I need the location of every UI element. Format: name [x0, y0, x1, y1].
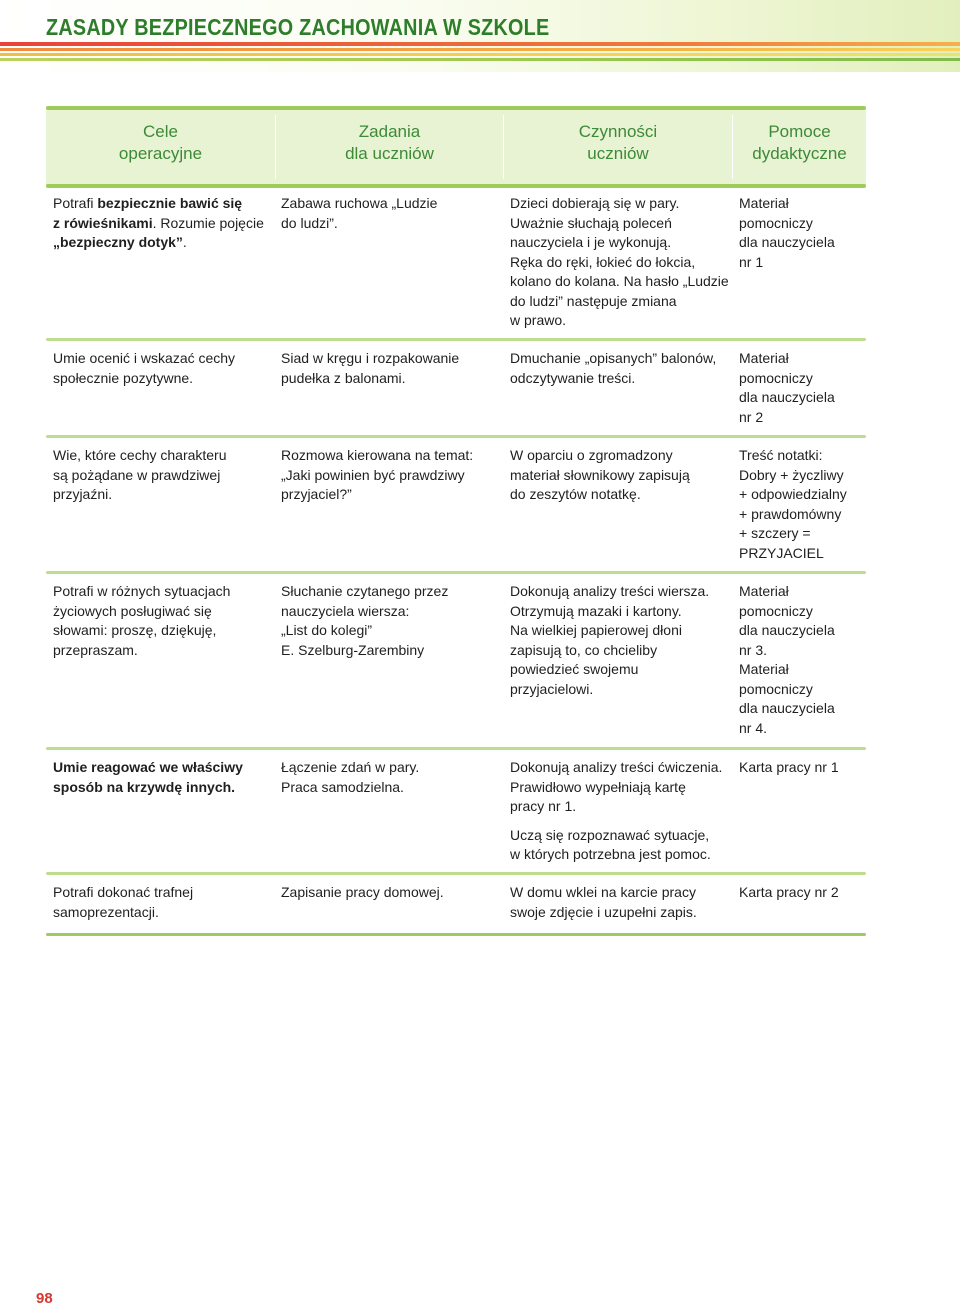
bold-text: z rówieśnikami	[53, 214, 153, 231]
cell-line: + odpowiedzialny	[739, 486, 847, 502]
stripe-orange	[0, 48, 960, 51]
text-segment: społecznie pozytywne.	[53, 369, 194, 386]
cell-line: do ludzi” następuje zmiana	[510, 292, 677, 309]
text-segment: Umie ocenić i wskazać cechy	[53, 350, 236, 366]
cell-line: W domu wklei na karcie pracy	[510, 884, 696, 900]
cell-line: swoje zdjęcie i uzupełni zapis.	[510, 903, 697, 920]
cell-line: nr 4.	[739, 719, 768, 736]
cell-line: w prawo.	[510, 312, 567, 328]
cell-line: Treść notatki:	[739, 447, 823, 463]
cell-line: Uważnie słuchają poleceń	[510, 214, 672, 231]
cell-line	[53, 621, 230, 641]
cell-line: pomocniczy	[739, 680, 813, 697]
cell-line: powiedzieć swojemu	[510, 661, 639, 677]
row-separator	[46, 338, 866, 341]
cell-line: pomocniczy	[739, 602, 813, 619]
cell-line: nauczyciela wiersza:	[281, 602, 410, 619]
row-separator	[46, 571, 866, 574]
text-segment: .	[182, 234, 187, 250]
cell-line: nr 2	[739, 408, 764, 425]
row-separator	[46, 435, 866, 438]
cell-line: Słuchanie czytanego przez	[281, 583, 449, 599]
cell-line: dla nauczyciela	[739, 700, 835, 716]
text-segment: przyjaźni.	[53, 486, 113, 502]
row-separator	[46, 747, 866, 750]
cell-czynnosci	[510, 758, 722, 865]
cell-line: pomocniczy	[739, 214, 813, 231]
cell-czynnosci	[510, 446, 690, 505]
bold-text: Umie reagować we właściwy	[53, 759, 243, 775]
cell-line: E. Szelburg-Zarembiny	[281, 641, 425, 658]
cell-line: dla nauczyciela	[739, 234, 835, 250]
cell-line: Materiał	[739, 350, 789, 366]
cell-line: pomocniczy	[739, 369, 813, 386]
cell-line: Materiał	[739, 195, 789, 211]
cell-line	[53, 214, 264, 234]
cell-pomoce	[739, 582, 835, 738]
cell-line: Uczą się rozpoznawać sytuacje,	[510, 826, 710, 843]
cell-line: Dzieci dobierają się w pary.	[510, 195, 680, 211]
cell-line	[53, 233, 264, 253]
cell-pomoce	[739, 446, 847, 563]
cell-cele	[53, 582, 230, 660]
stripe-yellow	[0, 53, 960, 56]
header-cele-line1: Cele	[143, 122, 178, 141]
cell-line: + prawdomówny	[739, 505, 842, 522]
cell-pomoce	[739, 883, 839, 903]
cell-zadania	[281, 883, 444, 903]
header-pomoce	[733, 121, 866, 165]
cell-line	[53, 758, 243, 778]
cell-line: do ludzi”.	[281, 214, 338, 231]
cell-line: Materiał	[739, 661, 789, 677]
cell-line: pracy nr 1.	[510, 798, 577, 814]
bold-text: sposób na krzywdę innych.	[53, 778, 236, 795]
cell-line: Dokonują analizy treści ćwiczenia.	[510, 759, 723, 775]
text-segment: słowami: proszę, dziękuję,	[53, 622, 217, 638]
cell-czynnosci	[510, 349, 716, 388]
cell-line	[53, 194, 264, 214]
text-segment: Potrafi dokonać trafnej	[53, 884, 194, 900]
cell-cele	[53, 883, 193, 922]
header-zadania-line1: Zadania	[358, 122, 421, 141]
cell-zadania	[281, 194, 437, 233]
cell-line: Dmuchanie „opisanych” balonów,	[510, 350, 717, 366]
cell-line: Karta pracy nr 1	[739, 759, 839, 775]
cell-line: przyjaciel?”	[281, 486, 352, 502]
text-segment: są pożądane w prawdziwej	[53, 466, 221, 483]
cell-line: dla nauczyciela	[739, 622, 835, 638]
text-segment: . Rozumie pojęcie	[152, 214, 264, 231]
cell-zadania	[281, 758, 419, 797]
bold-text: „bezpieczny dotyk”	[53, 234, 183, 250]
cell-line: pudełka z balonami.	[281, 369, 406, 386]
cell-line: Ręka do ręki, łokieć do łokcia,	[510, 253, 696, 270]
header-pomoce-line1: Pomoce	[768, 122, 831, 141]
cell-line: Dobry + życzliwy	[739, 466, 844, 483]
cell-line	[53, 485, 227, 505]
cell-line: „Jaki powinien być prawdziwy	[281, 466, 465, 483]
cell-cele	[53, 349, 235, 388]
cell-line: odczytywanie treści.	[510, 369, 636, 386]
cell-line	[53, 369, 235, 389]
header-zadania-line2: dla uczniów	[345, 144, 434, 163]
cell-line	[53, 582, 230, 602]
text-segment: życiowych posługiwać się	[53, 602, 212, 619]
cell-line: do zeszytów notatkę.	[510, 486, 641, 502]
cell-line	[53, 883, 193, 903]
cell-line: Praca samodzielna.	[281, 778, 404, 795]
header-pomoce-line2: dydaktyczne	[752, 144, 847, 163]
cell-line	[53, 778, 243, 798]
cell-line: + szczery =	[739, 525, 811, 541]
cell-line	[53, 446, 227, 466]
header-czynnosci-line1: Czynności	[578, 122, 658, 141]
cell-line: Zapisanie pracy domowej.	[281, 884, 444, 900]
cell-czynnosci	[510, 194, 729, 331]
page-title: ZASADY BEZPIECZNEGO ZACHOWANIA W SZKOLE	[46, 14, 550, 40]
cell-cele	[53, 446, 227, 505]
cell-pomoce	[739, 758, 839, 778]
cell-line: nr 1	[739, 253, 764, 270]
text-segment: przepraszam.	[53, 641, 138, 658]
cell-line: Rozmowa kierowana na temat:	[281, 447, 474, 463]
cell-line: „List do kolegi”	[281, 622, 373, 638]
cell-line: Zabawa ruchowa „Ludzie	[281, 195, 438, 211]
cell-line: nr 3.	[739, 641, 768, 658]
header-czynnosci	[504, 121, 732, 165]
cell-czynnosci	[510, 582, 709, 699]
cell-line: Na wielkiej papierowej dłoni	[510, 622, 682, 638]
cell-line: PRZYJACIEL	[739, 544, 824, 561]
cell-line	[53, 466, 227, 486]
cell-pomoce	[739, 194, 835, 272]
cell-zadania	[281, 349, 459, 388]
cell-line: w których potrzebna jest pomoc.	[510, 846, 711, 862]
header-zadania	[276, 121, 503, 165]
cell-pomoce	[739, 349, 835, 427]
header-cele	[46, 121, 275, 165]
cell-zadania	[281, 582, 448, 660]
cell-line: dla nauczyciela	[739, 389, 835, 405]
header-czynnosci-line2: uczniów	[587, 144, 649, 163]
cell-line: przyjacielowi.	[510, 680, 594, 697]
header-cele-line2: operacyjne	[118, 144, 203, 163]
cell-line: Dokonują analizy treści wiersza.	[510, 583, 710, 599]
page-number: 98	[36, 1290, 53, 1307]
cell-line: kolano do kolana. Na hasło „Ludzie	[510, 273, 729, 289]
row-separator	[46, 872, 866, 875]
cell-line: Łączenie zdań w pary.	[281, 759, 420, 775]
cell-line: Karta pracy nr 2	[739, 884, 839, 900]
cell-zadania	[281, 446, 473, 505]
table-bottom-rule	[46, 933, 866, 936]
text-segment: Wie, które cechy charakteru	[53, 447, 227, 463]
cell-line: Prawidłowo wypełniają kartę	[510, 778, 686, 795]
cell-line: W oparciu o zgromadzony	[510, 447, 673, 463]
bold-text: bezpiecznie bawić się	[97, 195, 243, 211]
cell-line	[53, 903, 193, 923]
text-segment: Potrafi w różnych sytuacjach	[53, 583, 231, 599]
cell-line: zapisują to, co chcieliby	[510, 641, 658, 658]
header-bottom-rule	[46, 184, 866, 188]
cell-line	[53, 349, 235, 369]
cell-cele	[53, 758, 243, 797]
paragraph-gap	[510, 817, 722, 826]
cell-line: Otrzymują mazaki i kartony.	[510, 602, 682, 619]
text-segment: samoprezentacji.	[53, 903, 159, 920]
cell-line: Siad w kręgu i rozpakowanie	[281, 350, 460, 366]
cell-line: Materiał	[739, 583, 789, 599]
stripe-green	[0, 58, 960, 61]
cell-czynnosci	[510, 883, 697, 922]
cell-line	[53, 641, 230, 661]
cell-cele	[53, 194, 264, 253]
cell-line: materiał słownikowy zapisują	[510, 466, 690, 483]
decorative-stripes	[0, 42, 960, 72]
cell-line: nauczyciela i je wykonują.	[510, 234, 672, 250]
text-segment: Potrafi	[53, 195, 98, 211]
header-top-rule	[46, 106, 866, 110]
cell-line	[53, 602, 230, 622]
stripe-red	[0, 42, 960, 46]
